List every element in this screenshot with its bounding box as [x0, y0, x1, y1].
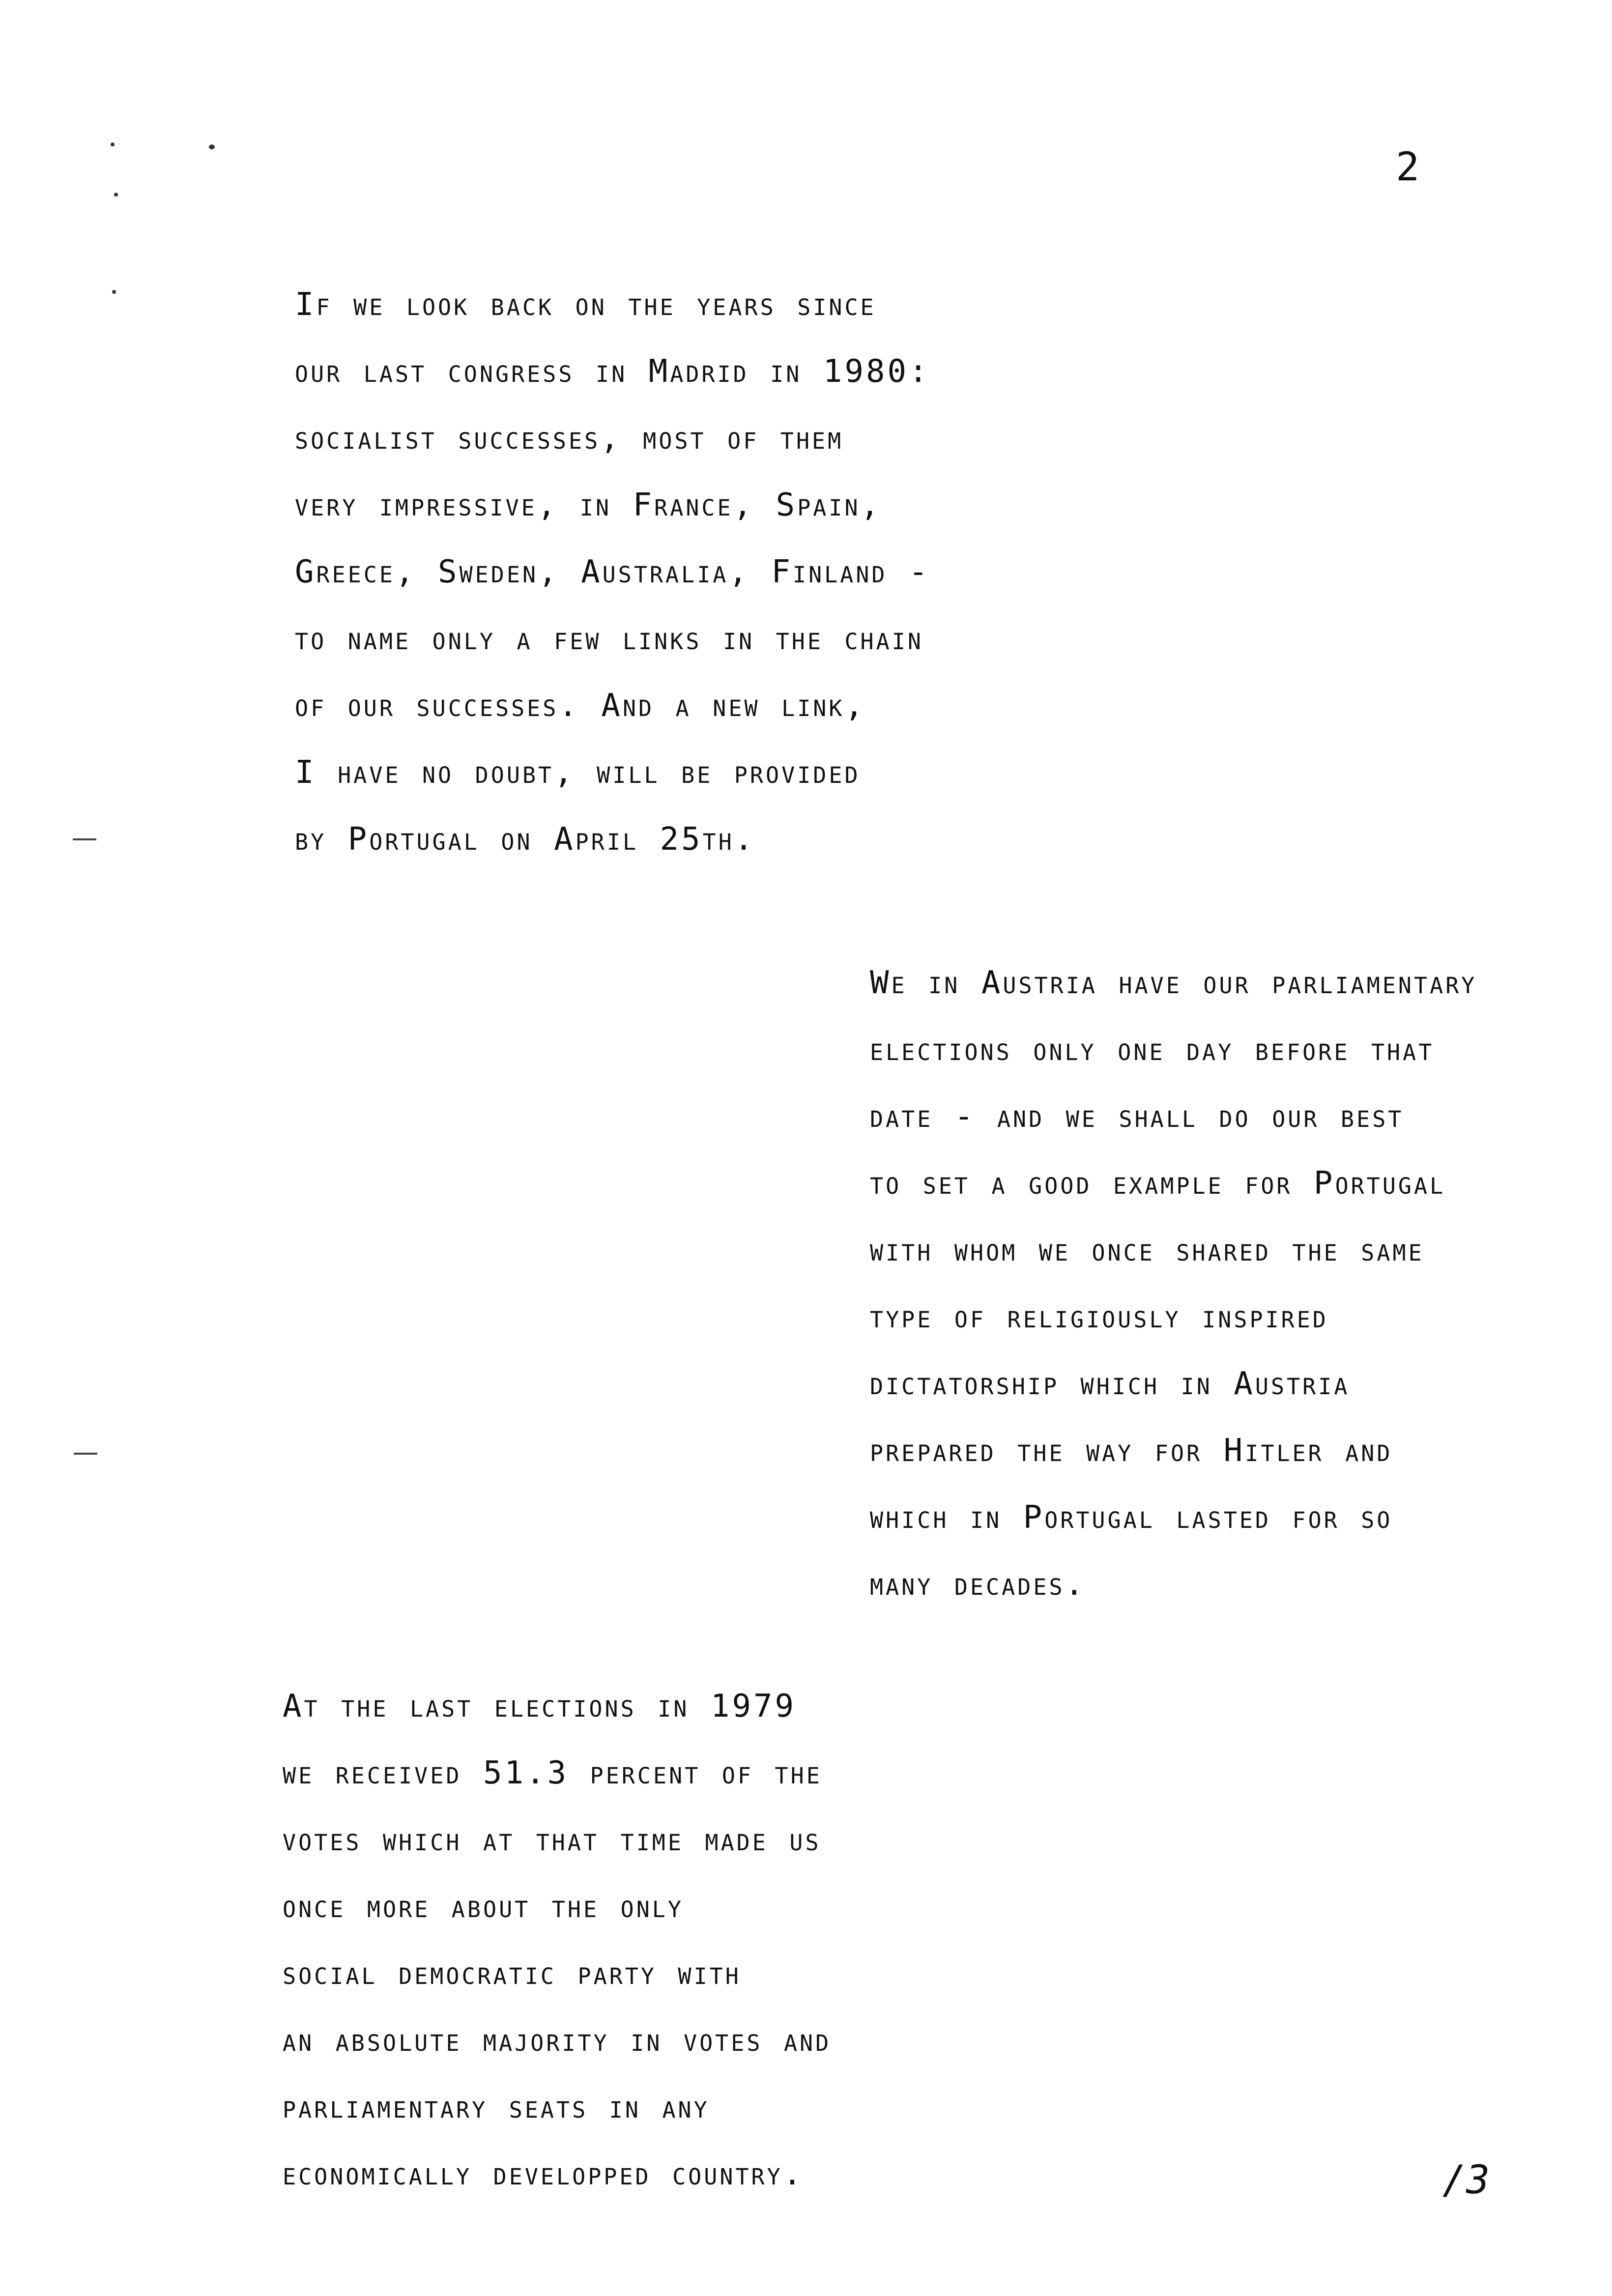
text-line: date - and we shall do our best — [870, 1098, 1404, 1135]
text-line: If we look back on the years since — [295, 287, 876, 323]
text-line: many decades. — [870, 1566, 1087, 1603]
scan-mark — [74, 1453, 97, 1455]
scan-speck — [209, 144, 215, 149]
text-line: we received 51.3 percent of the — [283, 1755, 822, 1791]
text-line: type of religiously inspired — [870, 1299, 1328, 1335]
text-line: Greece, Sweden, Australia, Finland - — [295, 554, 930, 590]
text-line: an absolute majority in votes and — [283, 2022, 832, 2059]
continuation-marker: /3 — [1442, 2157, 1490, 2203]
scan-speck — [112, 290, 116, 294]
text-line: which in Portugal lasted for so — [870, 1499, 1393, 1536]
scan-speck — [114, 193, 118, 197]
scan-speck — [111, 143, 115, 146]
text-line: We in Austria have our parliamentary — [870, 965, 1477, 1001]
text-line: to set a good example for Portugal — [870, 1165, 1446, 1202]
text-line: parliamentary seats in any — [283, 2089, 710, 2125]
text-line: prepared the way for Hitler and — [870, 1433, 1393, 1469]
text-line: with whom we once shared the same — [870, 1232, 1424, 1268]
text-line: social democratic party with — [283, 1955, 741, 1992]
paragraph-2 — [870, 949, 1477, 1618]
text-line: to name only a few links in the chain — [295, 621, 923, 657]
text-line: I have no doubt, will be provided — [295, 754, 861, 791]
text-line: elections only one day before that — [870, 1032, 1435, 1068]
scan-mark — [73, 838, 96, 840]
paragraph-1 — [295, 271, 930, 873]
text-line: socialist successes, most of them — [295, 420, 844, 457]
text-line: votes which at that time made us — [283, 1822, 821, 1858]
text-line: by Portugal on April 25th. — [295, 821, 756, 858]
text-line: dictatorship which in Austria — [870, 1366, 1350, 1402]
text-line: At the last elections in 1979 — [283, 1688, 797, 1724]
page-number: 2 — [1396, 144, 1420, 190]
text-line: economically developped country. — [283, 2156, 805, 2192]
text-line: very impressive, in France, Spain, — [295, 487, 882, 523]
text-line: once more about the only — [283, 1889, 684, 1925]
text-line: of our successes. And a new link, — [295, 688, 866, 724]
paragraph-3 — [283, 1673, 831, 2208]
text-line: our last congress in Madrid in 1980: — [295, 353, 930, 390]
